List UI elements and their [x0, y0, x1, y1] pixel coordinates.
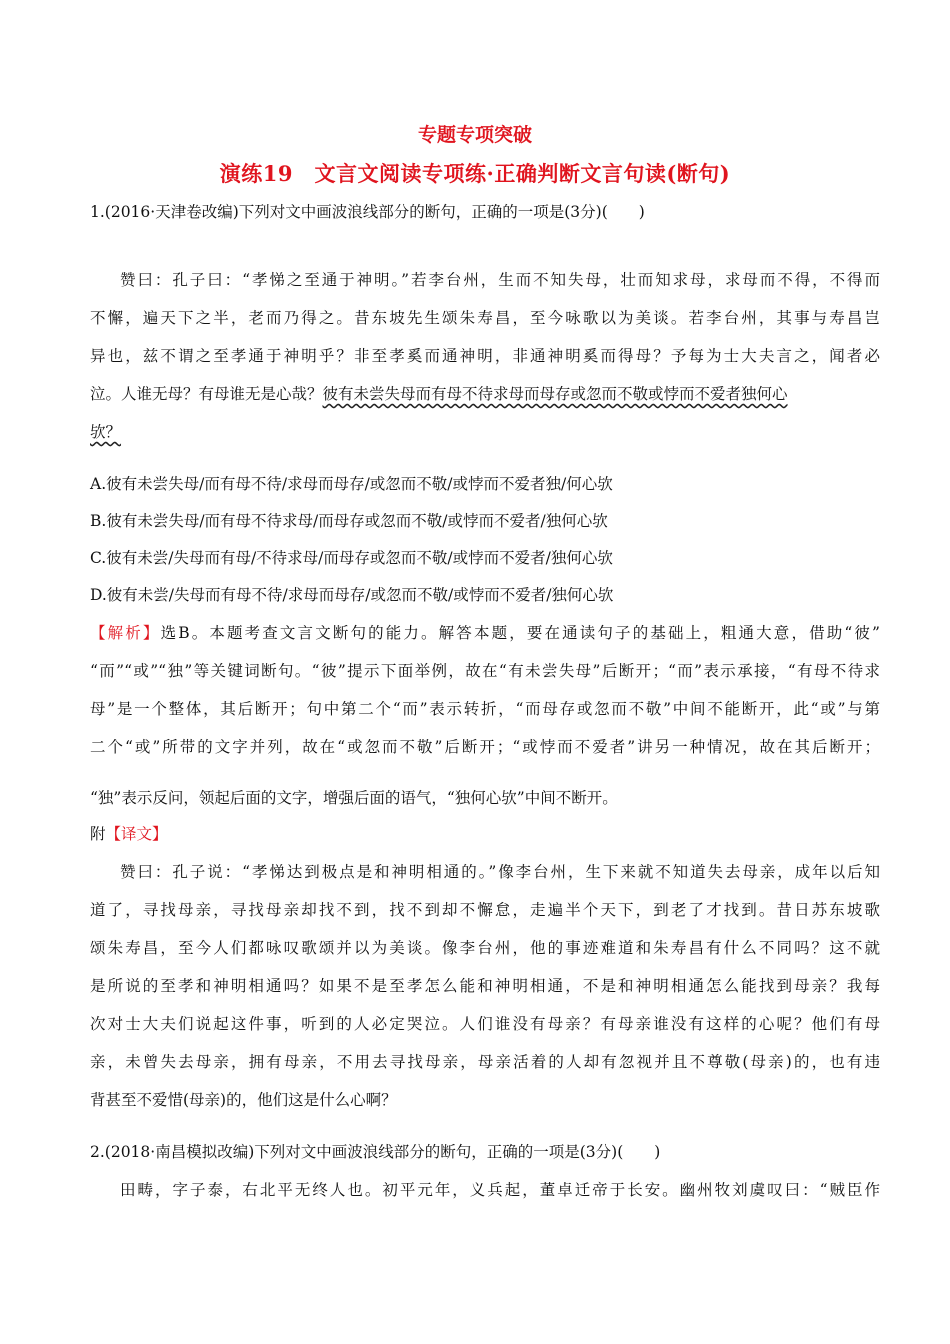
translation-line: 是所说的至孝和神明相通吗？如果不是至孝怎么能和神明相通，不是和神明相通怎么能找到母亲？我每: [90, 977, 880, 995]
translation-prefix: 附: [90, 825, 106, 843]
translation-line: 背甚至不爱惜(母亲)的，他们这是什么心啊？: [90, 1091, 397, 1109]
q2-stem: 2.(2018·南昌模拟改编)下列对文中画波浪线部分的断句，正确的一项是(3分)( ): [90, 1143, 661, 1161]
q1-passage-line: 赞曰：孔子曰：“孝悌之至通于神明。”若李台州，生而不知失母，壮而知求母，求母而不得，不得而: [120, 271, 880, 289]
q1-option-b: B.彼有未尝失母/而有母不待求母/而母存或忽而不敬/或悖而不爱者/独何心欤: [90, 512, 608, 530]
translation-line: 道了，寻找母亲，寻找母亲却找不到，找不到却不懈怠，走遍半个天下，到老了才找到。昔日苏东坡歌: [90, 901, 880, 919]
exercise-title: 演练19 文言文阅读专项练·正确判断文言句读(断句): [219, 161, 731, 186]
translation-heading: [90, 822, 880, 844]
analysis-label: 【解析】: [90, 624, 161, 642]
q1-passage-line: 异也，兹不谓之至孝通于神明乎？非至孝奚而通神明，非通神明奚而得母？予每为士大夫言之，闻者必: [90, 347, 880, 365]
q1-passage-text: 泣。人谁无母？有母谁无是心哉？: [90, 385, 323, 403]
q1-passage-line: [90, 420, 880, 442]
q1-option-c: C.彼有未尝/失母而有母/不待求母/而母存或忽而不敬/或悖而不爱者/独何心欤: [90, 549, 613, 567]
translation-line: 颂朱寿昌，至今人们都咏叹歌颂并以为美谈。像李台州，他的事迹难道和朱寿昌有什么不同吗？这不就: [90, 939, 880, 957]
q1-option-a: A.彼有未尝失母/而有母不待/求母而母存/或忽而不敬/或悖而不爱者独/何心欤: [90, 475, 613, 493]
q1-analysis-line: 二个“或”所带的文字并列，故在“或忽而不敬”后断开；“或悖而不爱者”讲另一种情况，故在其后断开；: [90, 738, 880, 756]
section-title: 专题专项突破: [417, 124, 532, 146]
wavy-underlined-sentence: 彼有未尝失母而有母不待求母而母存或忽而不敬或悖而不爱者独何心: [322, 385, 788, 403]
q1-stem: 1.(2016·天津卷改编)下列对文中画波浪线部分的断句，正确的一项是(3分)( ): [90, 203, 645, 221]
translation-label: 【译文】: [105, 825, 168, 843]
q1-option-d: D.彼有未尝/失母而有母不待/求母而母存/或忽而不敬/或悖而不爱者/独何心欤: [90, 586, 614, 604]
translation-line: 赞曰：孔子说：“孝悌达到极点是和神明相通的。”像李台州，生下来就不知道失去母亲，成年以后知: [120, 863, 880, 881]
wavy-underlined-sentence-end: 欤？: [90, 423, 122, 441]
q1-analysis-line: [90, 621, 880, 643]
q2-passage-line: 田畴，字子泰，右北平无终人也。初平元年，义兵起，董卓迁帝于长安。幽州牧刘虞叹曰：“贼臣作: [120, 1181, 880, 1199]
q1-analysis-line: “而”“或”“独”等关键词断句。“彼”提示下面举例，故在“有未尝失母”后断开；“而”表示承接，“有母不待求: [90, 662, 880, 680]
q1-passage-line: 不懈，遍天下之半，老而乃得之。昔东坡先生颂朱寿昌，至今咏歌以为美谈。若李台州，其事与寿昌岂: [90, 309, 880, 327]
translation-line: 次对士大夫们说起这件事，听到的人必定哭泣。人们谁没有母亲？有母亲谁没有这样的心呢？他们有母: [90, 1015, 880, 1033]
q1-passage-line: [90, 382, 880, 404]
q1-analysis-line: 母”是一个整体，其后断开；句中第二个“而”表示转折，“而母存或忽而不敬”中间不能断开，此“或”与第: [90, 700, 880, 718]
q1-analysis-line: “独”表示反问，领起后面的文字，增强后面的语气，“独何心欤”中间不断开。: [90, 789, 618, 807]
translation-line: 亲，未曾失去母亲，拥有母亲，不用去寻找母亲，母亲活着的人却有忽视并且不尊敬(母亲)的，也有违: [90, 1053, 880, 1071]
analysis-text: 选B。本题考查文言文断句的能力。解答本题，要在通读句子的基础上，粗通大意，借助“彼”: [160, 624, 880, 642]
